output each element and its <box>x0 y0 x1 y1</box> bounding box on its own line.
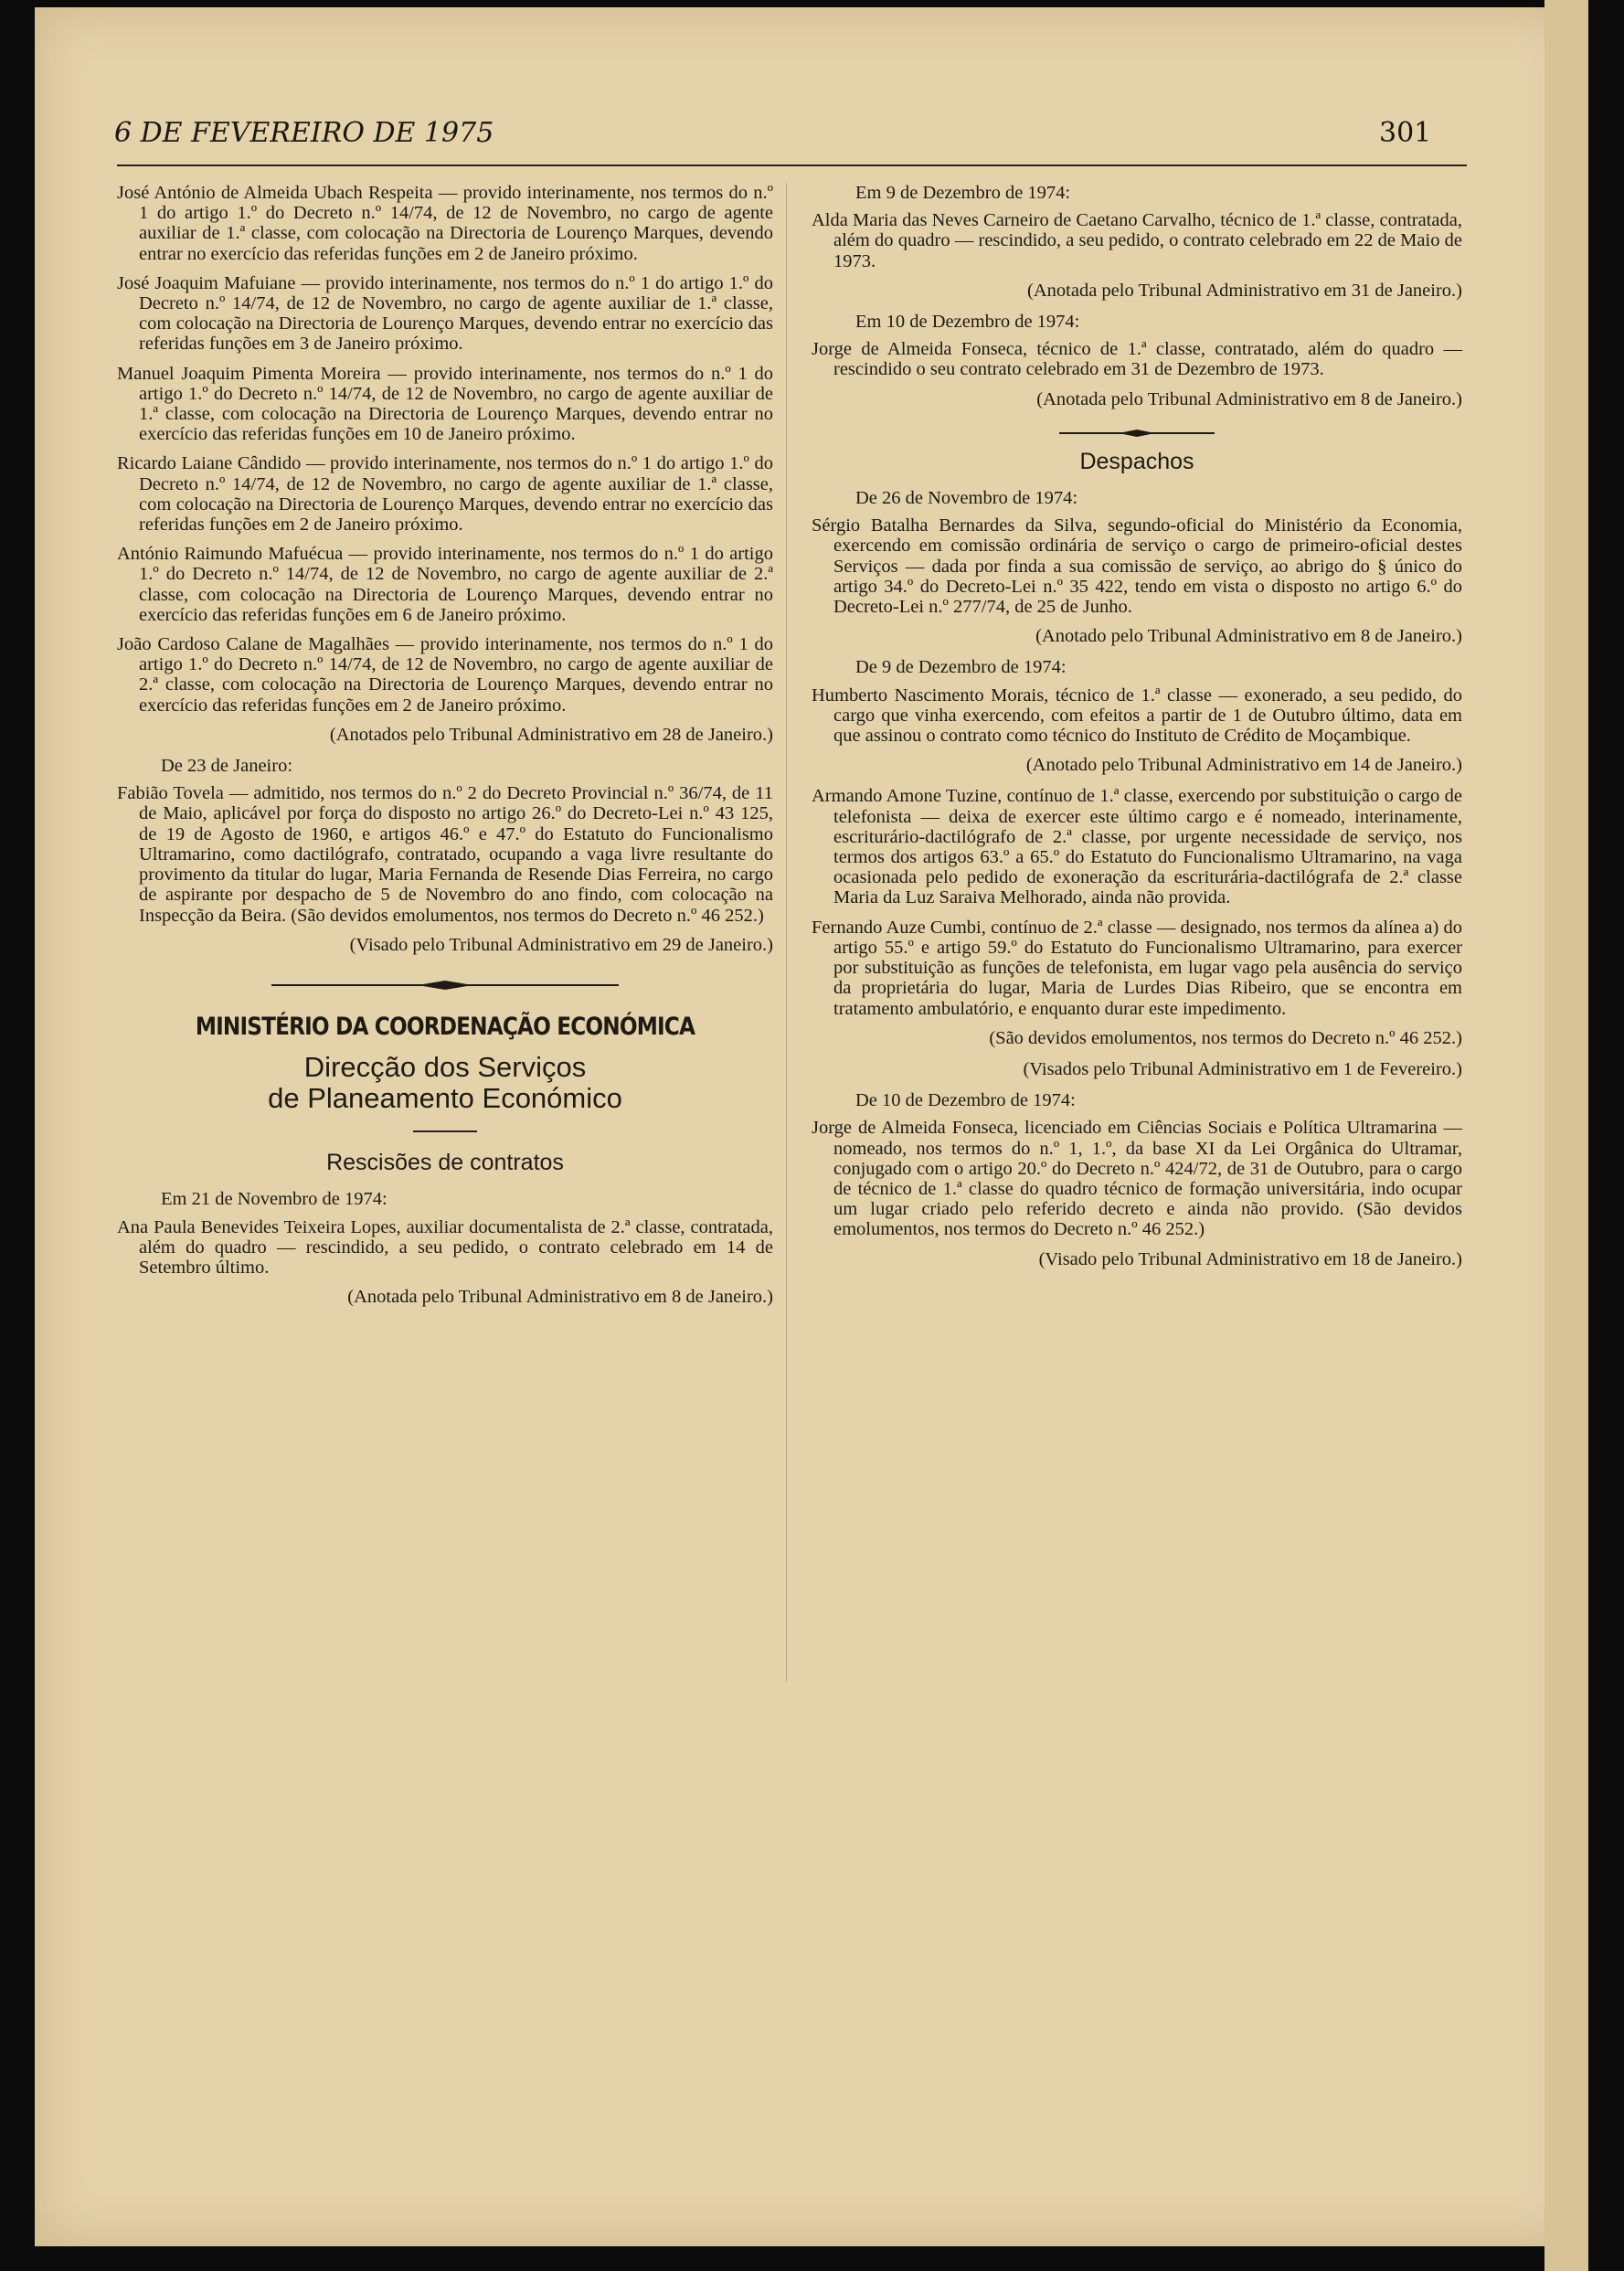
tribunal-note: (Anotada pelo Tribunal Administrativo em 8 de Janeiro.) <box>1036 388 1462 409</box>
emoluments-note: (São devidos emolumentos, nos termos do Decreto n.º 46 252.) <box>989 1027 1462 1048</box>
short-rule <box>413 1130 477 1132</box>
dateline: De 23 de Janeiro: <box>161 756 293 777</box>
tribunal-note: (Anotada pelo Tribunal Administrativo em 8 de Janeiro.) <box>347 1287 773 1308</box>
tribunal-note: (Anotados pelo Tribunal Administrativo em 28 de Janeiro.) <box>329 724 773 745</box>
directorate-title-line1: Direcção dos Serviços <box>303 1051 587 1084</box>
tribunal-note: (Anotado pelo Tribunal Administrativo em 14 de Janeiro.) <box>1025 755 1462 776</box>
appointment-entry: Manuel Joaquim Pimenta Moreira — provido interinamente, nos termos do n.º 1 do artigo 1.º do Decreto n.º 14/74, de 12 de Novembro, no cargo de agente auxiliar de 1.ª classe, com colocação na Directoria de Lourenço Marques, devendo entrar no exercício das referidas funções em 10 de Janeiro próximo. <box>117 363 773 445</box>
appointment-entry: António Raimundo Mafuécua — provido interinamente, nos termos do n.º 1 do artigo 1.º do Decreto n.º 14/74, de 12 de Novembro, no cargo de agente auxiliar de 2.ª classe, com colocação na Directoria de Lourenço Marques, devendo entrar no exercício das referidas funções em 6 de Janeiro próximo. <box>117 544 773 625</box>
header-rule <box>117 164 1467 166</box>
appointment-entry: João Cardoso Calane de Magalhães — provido interinamente, nos termos do n.º 1 do artigo 1.º do Decreto n.º 14/74, de 12 de Novembro, no cargo de agente auxiliar de 2.ª classe, com colocação na Directoria de Lourenço Marques, devendo entrar no exercício das referidas funções em 2 de Janeiro próximo. <box>117 634 773 716</box>
rescission-entry: Ana Paula Benevides Teixeira Lopes, auxiliar documentalista de 2.ª classe, contratada, além do quadro — rescindido, a seu pedido, o contrato celebrado em 14 de Setembro último. <box>117 1216 773 1278</box>
appointment-entry: José Joaquim Mafuiane — provido interinamente, nos termos do n.º 1 do artigo 1.º do Decreto n.º 14/74, de 12 de Novembro, no cargo de agente auxiliar de 1.ª classe, com colocação na Directoria de Lourenço Marques, devendo entrar no exercício das referidas funções em 3 de Janeiro próximo. <box>117 272 773 355</box>
appointment-entry: José António de Almeida Ubach Respeita — provido interinamente, nos termos do n.º 1 do artigo 1.º do Decreto n.º 14/74, de 12 de Novembro, no cargo de agente auxiliar de 1.ª classe, com colocação na Directoria de Lourenço Marques, devendo entrar no exercício das referidas funções em 2 de Janeiro próximo. <box>117 183 773 264</box>
dateline: De 9 de Dezembro de 1974: <box>855 657 1067 678</box>
tribunal-note: (Visado pelo Tribunal Administrativo em 18 de Janeiro.) <box>1038 1248 1462 1269</box>
order-entry: Armando Amone Tuzine, contínuo de 1.ª classe, exercendo por substituição o cargo de telefonista — deixa de exercer este último cargo e é nomeado, interinamente, escriturário-dactilógrafo de 2.ª classe, por urgente necessidade de serviço, nos termos dos artigos 63.º a 65.º do Estatuto do Funcionalismo Ultramarino, na vaga ocasionada pelo pedido de exoneração da escriturária-dactilógrafa de 2.ª classe Maria da Luz Saraiva Melhorado, ainda não provida. <box>812 786 1462 908</box>
page-edge <box>1544 0 1588 2271</box>
tribunal-note: (Anotada pelo Tribunal Administrativo em 31 de Janeiro.) <box>1027 280 1462 301</box>
dateline: Em 9 de Dezembro de 1974: <box>855 183 1071 203</box>
tribunal-note: (Anotado pelo Tribunal Administrativo em 8 de Janeiro.) <box>1035 626 1462 647</box>
ministry-heading: MINISTÉRIO DA COORDENAÇÃO ECONÓMICA <box>195 1012 695 1041</box>
column-divider <box>786 183 787 1682</box>
order-entry: Fernando Auze Cumbi, contínuo de 2.ª classe — designado, nos termos da alínea a) do artigo 55.º e artigo 59.º do Estatuto do Funcionalismo Ultramarino, para exercer por substituição as funções de telefonista, em lugar vago pela ausência do serviço da proprietária do lugar, Maria de Lurdes Dias Ribeiro, que se encontra em tratamento ambulatório, e enquanto durar este impedimento. <box>812 917 1462 1019</box>
appointment-entry: Fabião Tovela — admitido, nos termos do n.º 2 do Decreto Provincial n.º 36/74, de 11 de Maio, aplicável por força do disposto no artigo 26.º do Decreto-Lei n.º 43 125, de 19 de Agosto de 1960, e artigos 46.º e 47.º do Estatuto do Funcionalismo Ultramarino, como dactilógrafo, contratado, ocupando a vaga livre resultante do provimento da titular do lugar, Maria Fernanda de Resende Dias Ferreira, no cargo de aspirante por despacho de 5 de Novembro do ano findo, com colocação na Inspecção da Beira. (São devidos emolumentos, nos termos do Decreto n.º 46 252.) <box>117 783 773 926</box>
order-entry: Jorge de Almeida Fonseca, licenciado em Ciências Sociais e Política Ultramarina — nomeado, nos termos do n.º 1, 1.º, da base XI da Lei Orgânica do Ultramar, conjugado com o artigo 20.º do Decreto n.º 424/72, de 31 de Outubro, para o cargo de técnico de 1.ª classe do quadro técnico de formação universitária, indo ocupar um lugar criado pelo referido decreto e ainda não provido. (São devidos emolumentos, nos termos do Decreto n.º 46 252.) <box>812 1118 1462 1240</box>
header-date: 6 DE FEVEREIRO DE 1975 <box>114 117 494 149</box>
rescission-entry: Alda Maria das Neves Carneiro de Caetano Carvalho, técnico de 1.ª classe, contratada, além do quadro — rescindido, a seu pedido, o contrato celebrado em 22 de Maio de 1973. <box>812 210 1462 271</box>
section-title: Despachos <box>1079 448 1194 474</box>
dateline: Em 10 de Dezembro de 1974: <box>855 312 1080 333</box>
appointment-entry: Ricardo Laiane Cândido — provido interinamente, nos termos do n.º 1 do artigo 1.º do Decreto n.º 14/74, de 12 de Novembro, no cargo de agente auxiliar de 1.ª classe, com colocação na Directoria de Lourenço Marques, devendo entrar no exercício das referidas funções em 2 de Janeiro próximo. <box>117 453 773 536</box>
right-column <box>812 183 1462 1280</box>
ornamental-rule <box>1059 428 1215 439</box>
rescission-entry: Jorge de Almeida Fonseca, técnico de 1.ª classe, contratado, além do quadro — rescindido o seu contrato celebrado em 31 de Dezembro de 1973. <box>812 339 1462 380</box>
tribunal-note: (Visado pelo Tribunal Administrativo em 29 de Janeiro.) <box>349 934 773 955</box>
dateline: Em 21 de Novembro de 1974: <box>161 1189 387 1210</box>
section-title: Rescisões de contratos <box>326 1150 564 1176</box>
page-number: 301 <box>1379 117 1432 149</box>
dateline: De 26 de Novembro de 1974: <box>855 488 1078 509</box>
dateline: De 10 de Dezembro de 1974: <box>855 1090 1076 1111</box>
left-column <box>117 183 773 1318</box>
order-entry: Humberto Nascimento Morais, técnico de 1.ª classe — exonerado, a seu pedido, do cargo que vinha exercendo, com efeitos a partir de 1 de Outubro último, data em que assinou o contrato como técnico do Instituto de Crédito de Moçambique. <box>812 684 1462 747</box>
tribunal-note: (Visados pelo Tribunal Administrativo em 1 de Fevereiro.) <box>1023 1058 1462 1079</box>
order-entry: Sérgio Batalha Bernardes da Silva, segundo-oficial do Ministério da Economia, exercendo em comissão ordinária de serviço o cargo de primeiro-oficial destes Serviços — dada por finda a sua comissão de serviço, ao abrigo do § único do artigo 34.º do Decreto-Lei n.º 35 422, tendo em vista o disposto no artigo 6.º do Decreto-Lei n.º 277/74, de 25 de Junho. <box>812 515 1462 618</box>
directorate-title-line2: de Planeamento Económico <box>268 1082 622 1115</box>
ornamental-rule <box>271 979 619 992</box>
